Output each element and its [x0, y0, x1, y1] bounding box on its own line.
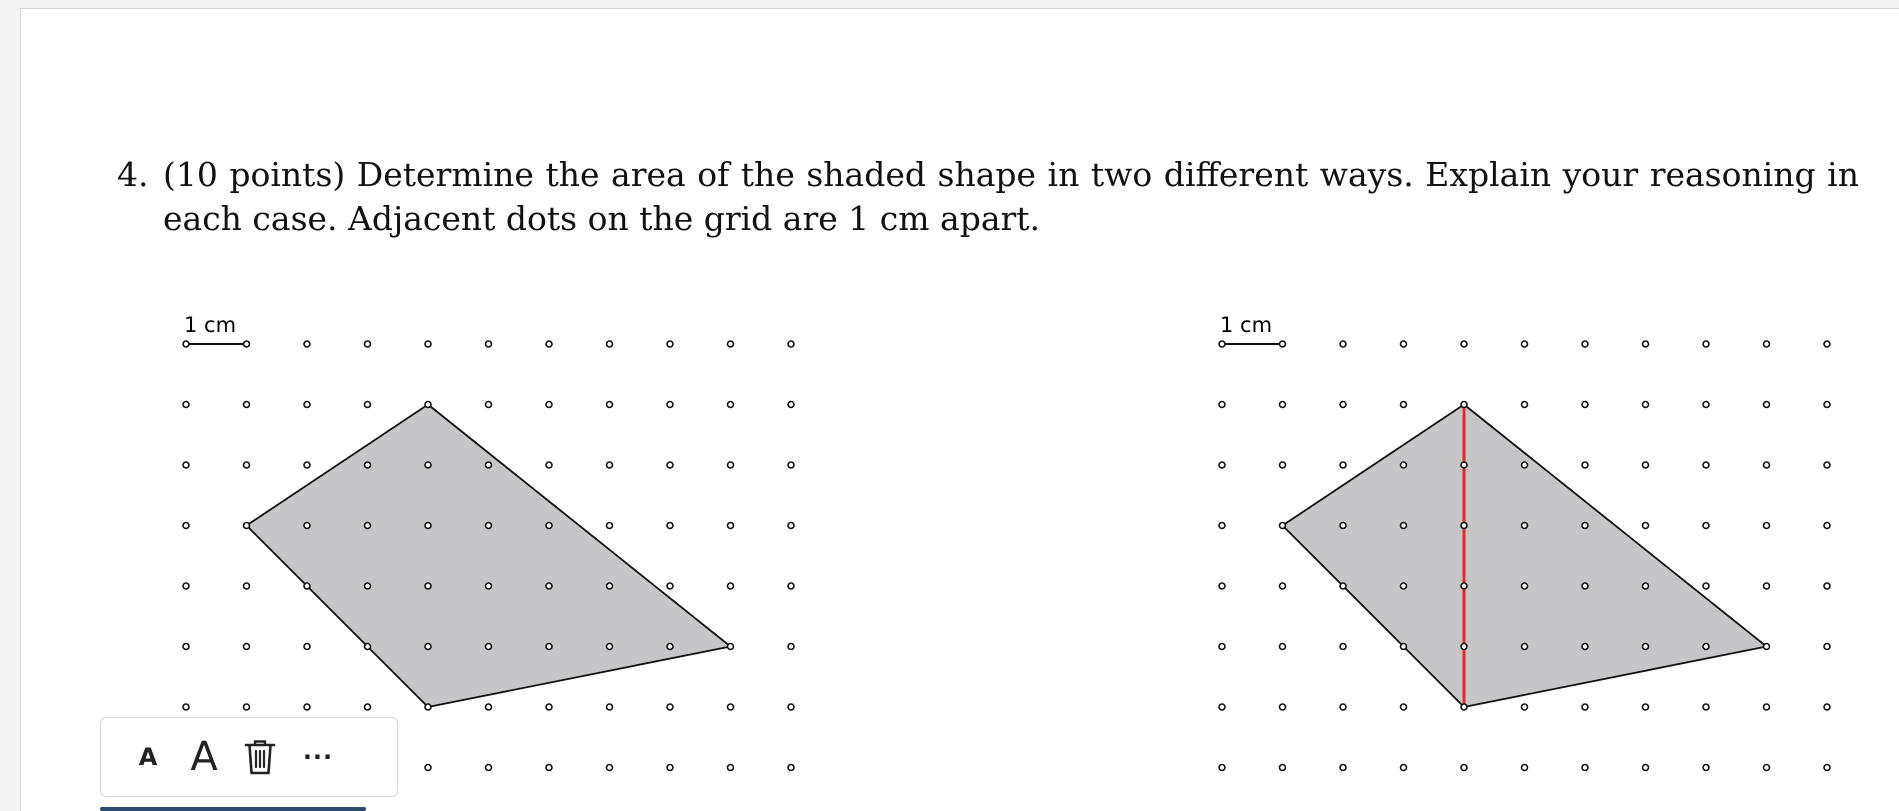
grid-dot — [728, 583, 734, 589]
grid-dot — [607, 523, 613, 529]
grid-dot — [1643, 523, 1649, 529]
shaded-quadrilateral — [247, 405, 731, 708]
grid-dot — [1280, 341, 1286, 347]
grid-dot — [546, 341, 552, 347]
grid-dot — [788, 644, 794, 650]
grid-dot — [1461, 402, 1467, 408]
grid-dot — [1824, 523, 1830, 529]
grid-dot — [546, 583, 552, 589]
grid-dot — [728, 402, 734, 408]
grid-dot — [667, 765, 673, 771]
grid-dot — [425, 765, 431, 771]
grid-dot — [1824, 644, 1830, 650]
grid-dot — [728, 462, 734, 468]
grid-dot — [1340, 462, 1346, 468]
grid-dot — [728, 644, 734, 650]
grid-dot — [607, 704, 613, 710]
problem-number: 4. — [117, 155, 149, 194]
grid-dot — [1582, 644, 1588, 650]
trash-icon — [243, 738, 277, 776]
grid-dot — [546, 704, 552, 710]
grid-dot — [607, 402, 613, 408]
grid-dot — [1219, 583, 1225, 589]
grid-dot — [1522, 462, 1528, 468]
grid-dot — [1219, 704, 1225, 710]
grid-dot — [667, 402, 673, 408]
grid-dot — [607, 341, 613, 347]
grid-dot — [1643, 583, 1649, 589]
grid-dot — [1764, 704, 1770, 710]
grid-dot — [1643, 402, 1649, 408]
grid-dot — [244, 341, 250, 347]
grid-dot — [728, 704, 734, 710]
grid-dot — [607, 462, 613, 468]
grid-dot — [788, 341, 794, 347]
dot-grid-figure-left — [166, 299, 806, 779]
grid-dot — [1280, 765, 1286, 771]
grid-dot — [1401, 523, 1407, 529]
grid-dot — [365, 402, 371, 408]
grid-dot — [365, 462, 371, 468]
grid-dot — [1582, 583, 1588, 589]
grid-dot — [425, 523, 431, 529]
grid-dot — [1461, 462, 1467, 468]
grid-dot — [728, 523, 734, 529]
grid-dot — [1824, 704, 1830, 710]
grid-dot — [1219, 341, 1225, 347]
grid-dot — [1643, 704, 1649, 710]
grid-dot — [1824, 402, 1830, 408]
grid-dot — [1703, 402, 1709, 408]
grid-dot — [1582, 765, 1588, 771]
grid-dot — [546, 644, 552, 650]
document-page — [20, 8, 1899, 811]
grid-dot — [1280, 523, 1286, 529]
grid-dot — [1280, 704, 1286, 710]
grid-dot — [365, 704, 371, 710]
grid-dot — [1401, 341, 1407, 347]
grid-dot — [1522, 341, 1528, 347]
grid-dot — [1764, 644, 1770, 650]
grid-dot — [607, 583, 613, 589]
grid-dot — [1401, 402, 1407, 408]
grid-dot — [486, 583, 492, 589]
dot-grid-svg — [1202, 299, 1842, 779]
grid-dot — [607, 644, 613, 650]
increase-font-button[interactable]: A — [190, 734, 218, 780]
grid-dot — [1703, 341, 1709, 347]
grid-dot — [365, 583, 371, 589]
grid-dot — [788, 402, 794, 408]
grid-dot — [244, 462, 250, 468]
grid-dot — [244, 523, 250, 529]
more-options-button[interactable]: ··· — [302, 743, 334, 771]
dot-grid-figure-right — [1202, 299, 1842, 779]
grid-dot — [1340, 583, 1346, 589]
grid-dot — [546, 462, 552, 468]
grid-dot — [788, 765, 794, 771]
grid-dot — [1824, 583, 1830, 589]
grid-dot — [1219, 462, 1225, 468]
grid-dot — [304, 462, 310, 468]
grid-dot — [667, 341, 673, 347]
grid-dot — [1461, 523, 1467, 529]
grid-dot — [1522, 704, 1528, 710]
grid-dot — [1280, 402, 1286, 408]
grid-dot — [183, 644, 189, 650]
dot-grid-svg — [166, 299, 806, 779]
grid-dot — [1764, 341, 1770, 347]
grid-dot — [1824, 765, 1830, 771]
grid-dot — [1703, 462, 1709, 468]
grid-dot — [1280, 583, 1286, 589]
scale-label: 1 cm — [1220, 313, 1273, 337]
grid-dot — [607, 765, 613, 771]
grid-dot — [486, 704, 492, 710]
grid-dot — [304, 583, 310, 589]
grid-dot — [244, 704, 250, 710]
grid-dot — [1582, 523, 1588, 529]
problem-text: (10 points) Determine the area of the shaded shape in two different ways. Explain your reasoning in each case. Adjacent dots on the grid are 1 cm apart. — [163, 155, 1859, 238]
grid-dot — [425, 583, 431, 589]
grid-dot — [1219, 644, 1225, 650]
grid-dot — [304, 704, 310, 710]
grid-dot — [1340, 644, 1346, 650]
grid-dot — [1461, 765, 1467, 771]
grid-dot — [425, 644, 431, 650]
grid-dot — [304, 644, 310, 650]
grid-dot — [1522, 644, 1528, 650]
grid-dot — [1340, 341, 1346, 347]
grid-dot — [486, 462, 492, 468]
grid-dot — [667, 523, 673, 529]
grid-dot — [425, 402, 431, 408]
grid-dot — [728, 765, 734, 771]
grid-dot — [1340, 765, 1346, 771]
grid-dot — [486, 341, 492, 347]
grid-dot — [1219, 402, 1225, 408]
grid-dot — [486, 402, 492, 408]
grid-dot — [1280, 644, 1286, 650]
grid-dot — [667, 583, 673, 589]
grid-dot — [1461, 341, 1467, 347]
grid-dot — [1643, 765, 1649, 771]
grid-dot — [1703, 523, 1709, 529]
problem-statement — [117, 153, 1859, 241]
grid-dot — [1219, 765, 1225, 771]
grid-dot — [304, 402, 310, 408]
grid-dot — [183, 341, 189, 347]
grid-dot — [486, 765, 492, 771]
grid-dot — [1764, 523, 1770, 529]
grid-dot — [1824, 341, 1830, 347]
grid-dot — [365, 523, 371, 529]
grid-dot — [1764, 402, 1770, 408]
grid-dot — [1401, 462, 1407, 468]
grid-dot — [1582, 341, 1588, 347]
grid-dot — [546, 402, 552, 408]
grid-dot — [1764, 765, 1770, 771]
grid-dot — [1401, 765, 1407, 771]
grid-dot — [1643, 341, 1649, 347]
grid-dot — [1340, 402, 1346, 408]
scroll-indicator — [100, 807, 366, 811]
shaded-quadrilateral — [1283, 405, 1767, 708]
grid-dot — [183, 402, 189, 408]
grid-dot — [1643, 644, 1649, 650]
grid-dot — [667, 462, 673, 468]
grid-dot — [1764, 583, 1770, 589]
grid-dot — [788, 583, 794, 589]
grid-dot — [788, 523, 794, 529]
grid-dot — [244, 402, 250, 408]
grid-dot — [1764, 462, 1770, 468]
grid-dot — [365, 644, 371, 650]
grid-dot — [728, 341, 734, 347]
grid-dot — [788, 704, 794, 710]
grid-dot — [1582, 462, 1588, 468]
grid-dot — [244, 583, 250, 589]
grid-dot — [667, 644, 673, 650]
grid-dot — [1461, 644, 1467, 650]
grid-dot — [304, 341, 310, 347]
grid-dot — [1582, 402, 1588, 408]
grid-dot — [244, 644, 250, 650]
annotation-toolbar — [100, 717, 398, 797]
grid-dot — [1280, 462, 1286, 468]
grid-dot — [1703, 583, 1709, 589]
grid-dot — [1401, 644, 1407, 650]
grid-dot — [183, 523, 189, 529]
grid-dot — [1461, 583, 1467, 589]
grid-dot — [183, 462, 189, 468]
grid-dot — [546, 523, 552, 529]
grid-dot — [1703, 644, 1709, 650]
grid-dot — [1340, 704, 1346, 710]
grid-dot — [1461, 704, 1467, 710]
grid-dot — [1401, 704, 1407, 710]
grid-dot — [183, 704, 189, 710]
grid-dot — [1703, 704, 1709, 710]
grid-dot — [1522, 523, 1528, 529]
grid-dot — [1643, 462, 1649, 468]
grid-dot — [1219, 523, 1225, 529]
grid-dot — [1582, 704, 1588, 710]
scale-label: 1 cm — [184, 313, 237, 337]
decrease-font-button[interactable]: A — [138, 743, 158, 771]
delete-button[interactable] — [237, 738, 283, 776]
grid-dot — [788, 462, 794, 468]
grid-dot — [425, 462, 431, 468]
grid-dot — [1824, 462, 1830, 468]
grid-dot — [1522, 402, 1528, 408]
grid-dot — [425, 704, 431, 710]
grid-dot — [546, 765, 552, 771]
grid-dot — [1340, 523, 1346, 529]
grid-dot — [425, 341, 431, 347]
grid-dot — [1522, 583, 1528, 589]
grid-dot — [1522, 765, 1528, 771]
grid-dot — [304, 523, 310, 529]
grid-dot — [667, 704, 673, 710]
grid-dot — [183, 583, 189, 589]
grid-dot — [486, 644, 492, 650]
grid-dot — [486, 523, 492, 529]
grid-dot — [1703, 765, 1709, 771]
grid-dot — [365, 341, 371, 347]
grid-dot — [1401, 583, 1407, 589]
